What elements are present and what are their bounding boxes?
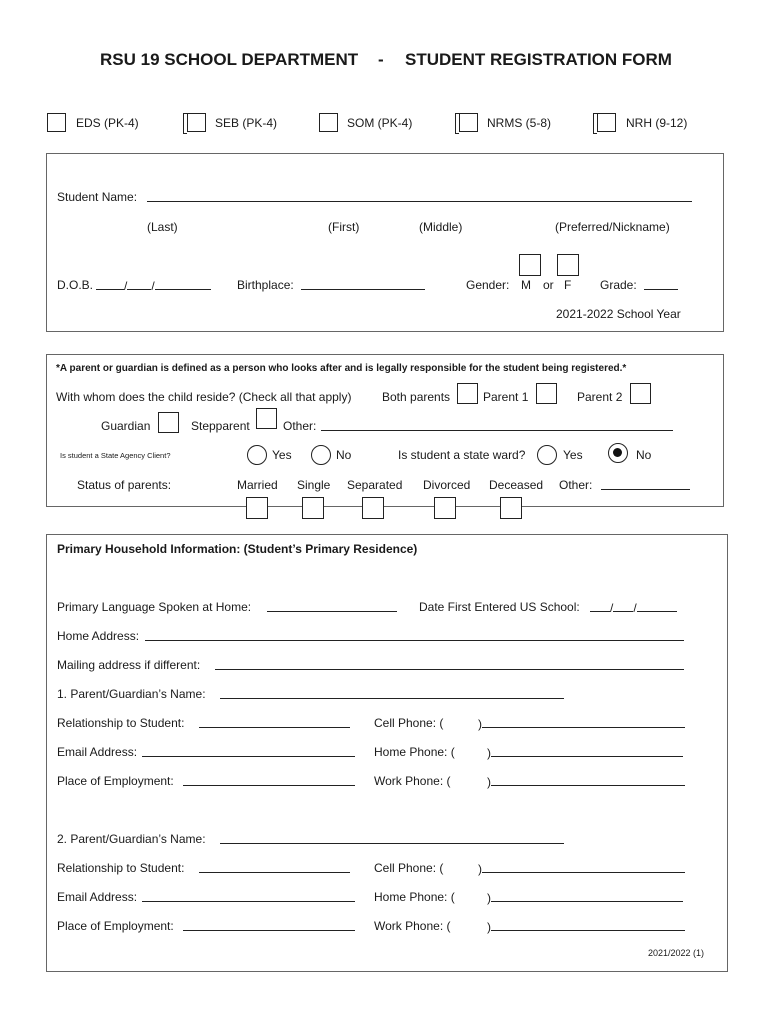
- guardian1-home-phone-label: Home Phone: (: [374, 745, 455, 759]
- guardian2-cell-field[interactable]: ): [478, 861, 685, 876]
- state-ward-question: Is student a state ward?: [398, 448, 526, 462]
- both-parents-checkbox[interactable]: [457, 383, 478, 404]
- household-heading: Primary Household Information: (Student’s Primary Residence): [57, 542, 418, 556]
- guardian1-name-field[interactable]: [220, 687, 564, 702]
- grade-field[interactable]: [644, 278, 678, 293]
- status-married-label: Married: [237, 478, 278, 492]
- school-label-nrh: NRH (9-12): [626, 116, 688, 130]
- status-divorced-label: Divorced: [423, 478, 471, 492]
- guardian1-name-label: 1. Parent/Guardian’s Name:: [57, 687, 206, 701]
- status-deceased-checkbox[interactable]: [500, 497, 522, 519]
- school-checkbox-som[interactable]: [319, 113, 338, 132]
- status-single-label: Single: [297, 478, 331, 492]
- form-dept-title: RSU 19 SCHOOL DEPARTMENT: [100, 50, 359, 69]
- guardian2-work-phone-field[interactable]: ): [487, 919, 685, 934]
- guardian1-cell-label: Cell Phone: (: [374, 716, 444, 730]
- gender-m-label: M: [521, 278, 531, 292]
- agency-no-label: No: [336, 448, 352, 462]
- school-label-som: SOM (PK-4): [347, 116, 413, 130]
- ward-yes-label: Yes: [563, 448, 583, 462]
- guardian2-home-phone-label: Home Phone: (: [374, 890, 455, 904]
- guardian1-work-phone-label: Work Phone: (: [374, 774, 451, 788]
- guardian1-relationship-label: Relationship to Student:: [57, 716, 185, 730]
- school-label-eds: EDS (PK-4): [76, 116, 139, 130]
- status-married-checkbox[interactable]: [246, 497, 268, 519]
- status-other-field[interactable]: [601, 478, 690, 493]
- other-reside-field[interactable]: [321, 419, 673, 434]
- student-info-section: [46, 153, 724, 332]
- dob-field[interactable]: / /: [96, 278, 211, 293]
- status-deceased-label: Deceased: [489, 478, 544, 492]
- school-checkbox-nrh[interactable]: [597, 113, 616, 132]
- guardian2-relationship-label: Relationship to Student:: [57, 861, 185, 875]
- page-footer: 2021/2022 (1): [648, 948, 705, 958]
- status-parents-label: Status of parents:: [77, 478, 172, 492]
- gender-f-checkbox[interactable]: [557, 254, 579, 276]
- sub-preferred: (Preferred/Nickname): [555, 220, 670, 234]
- guardian2-home-phone-field[interactable]: ): [487, 890, 683, 905]
- language-field[interactable]: [267, 600, 397, 615]
- school-checkbox-eds[interactable]: [47, 113, 66, 132]
- status-single-checkbox[interactable]: [302, 497, 324, 519]
- agency-yes-radio[interactable]: [247, 445, 267, 465]
- student-name-field[interactable]: [147, 190, 692, 205]
- home-address-field[interactable]: [145, 629, 684, 644]
- school-year: 2021-2022 School Year: [556, 307, 681, 321]
- grade-label: Grade:: [600, 278, 637, 292]
- birthplace-field[interactable]: [301, 278, 425, 293]
- guardian-checkbox[interactable]: [158, 412, 179, 433]
- ward-yes-radio[interactable]: [537, 445, 557, 465]
- guardian2-employment-label: Place of Employment:: [57, 919, 174, 933]
- parent2-label: Parent 2: [577, 390, 623, 404]
- stepparent-checkbox[interactable]: [256, 408, 277, 429]
- sub-middle: (Middle): [419, 220, 463, 234]
- gender-or-label: or: [543, 278, 554, 292]
- ward-no-label: No: [636, 448, 652, 462]
- guardian1-cell-field[interactable]: ): [478, 716, 685, 731]
- gender-label: Gender:: [466, 278, 510, 292]
- guardian1-relationship-field[interactable]: [199, 716, 350, 731]
- both-parents-label: Both parents: [382, 390, 451, 404]
- guardian2-name-label: 2. Parent/Guardian’s Name:: [57, 832, 206, 846]
- guardian1-employment-field[interactable]: [183, 774, 355, 789]
- home-address-label: Home Address:: [57, 629, 140, 643]
- mailing-address-field[interactable]: [215, 658, 684, 673]
- parent1-checkbox[interactable]: [536, 383, 557, 404]
- school-checkbox-nrms[interactable]: [459, 113, 478, 132]
- status-divorced-checkbox[interactable]: [434, 497, 456, 519]
- reside-question: With whom does the child reside? (Check all that apply): [56, 390, 352, 404]
- student-name-label: Student Name:: [57, 190, 138, 204]
- guardian-label: Guardian: [101, 419, 151, 433]
- us-school-date-field[interactable]: / /: [590, 600, 677, 615]
- guardian2-relationship-field[interactable]: [199, 861, 350, 876]
- guardian1-home-phone-field[interactable]: ): [487, 745, 683, 760]
- agency-no-radio[interactable]: [311, 445, 331, 465]
- form-title: STUDENT REGISTRATION FORM: [405, 50, 672, 69]
- school-label-seb: SEB (PK-4): [215, 116, 278, 130]
- guardian2-cell-label: Cell Phone: (: [374, 861, 444, 875]
- guardian2-email-field[interactable]: [142, 890, 355, 905]
- stepparent-label: Stepparent: [191, 419, 250, 433]
- status-separated-label: Separated: [347, 478, 403, 492]
- parent2-checkbox[interactable]: [630, 383, 651, 404]
- sub-first: (First): [328, 220, 360, 234]
- other-reside-label: Other:: [283, 419, 317, 433]
- guardian1-work-phone-field[interactable]: ): [487, 774, 685, 789]
- mailing-address-label: Mailing address if different:: [57, 658, 201, 672]
- status-other-label: Other:: [559, 478, 593, 492]
- guardian1-email-field[interactable]: [142, 745, 355, 760]
- dob-label: D.O.B.: [57, 278, 94, 292]
- agency-client-question: Is student a State Agency Client?: [60, 451, 171, 460]
- guardian1-email-label: Email Address:: [57, 745, 138, 759]
- guardian-definition-note: *A parent or guardian is defined as a person who looks after and is legally responsible for the student being registered.*: [56, 363, 627, 374]
- school-checkbox-seb[interactable]: [187, 113, 206, 132]
- gender-f-label: F: [564, 278, 572, 292]
- ward-no-radio[interactable]: [608, 443, 628, 463]
- guardian2-employment-field[interactable]: [183, 919, 355, 934]
- sub-last: (Last): [147, 220, 178, 234]
- gender-m-checkbox[interactable]: [519, 254, 541, 276]
- agency-yes-label: Yes: [272, 448, 292, 462]
- title-separator: -: [378, 50, 384, 69]
- guardian2-work-phone-label: Work Phone: (: [374, 919, 451, 933]
- status-separated-checkbox[interactable]: [362, 497, 384, 519]
- parent1-label: Parent 1: [483, 390, 529, 404]
- guardian2-name-field[interactable]: [220, 832, 564, 847]
- language-label: Primary Language Spoken at Home:: [57, 600, 252, 614]
- guardian2-email-label: Email Address:: [57, 890, 138, 904]
- us-school-label: Date First Entered US School:: [419, 600, 580, 614]
- birthplace-label: Birthplace:: [237, 278, 294, 292]
- guardian1-employment-label: Place of Employment:: [57, 774, 174, 788]
- school-label-nrms: NRMS (5-8): [487, 116, 552, 130]
